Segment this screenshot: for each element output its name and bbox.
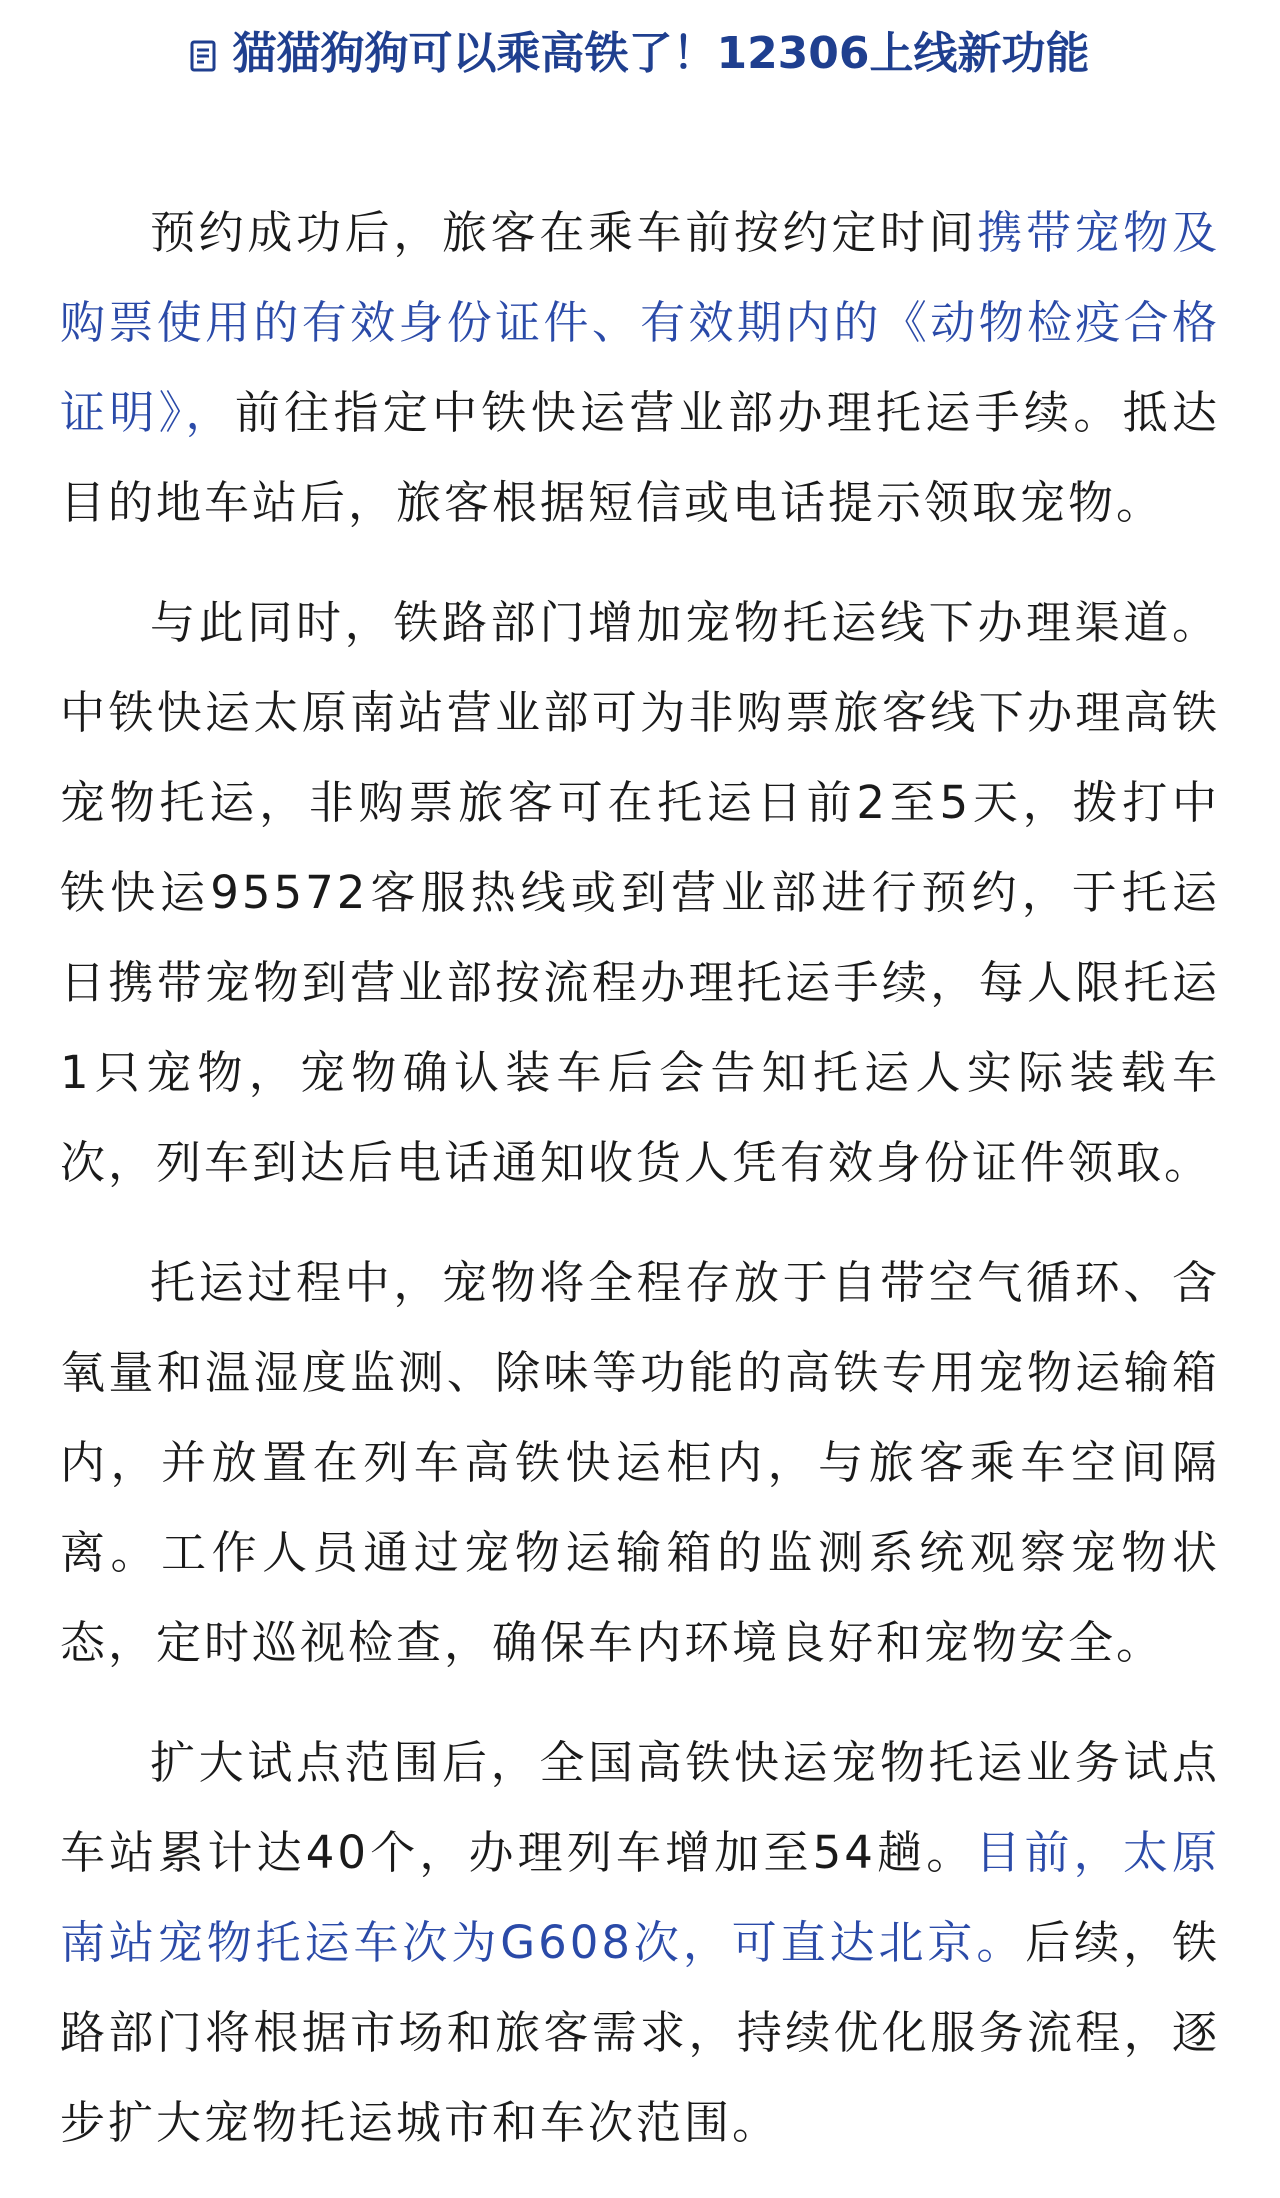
paragraph-text: 后续，铁路部门将根据市场和旅客需求，持续优化服务流程，逐步扩大宠物托运城市和车次范围。: [60, 1916, 1220, 2149]
paragraph-text: 扩大试点范围后，全国高铁快运宠物托运业务试点车站累计达40个，办理列车增加至54趟。: [60, 1736, 1220, 1879]
highlighted-text: 携带宠物及购票使用的有效身份证件、有效期内的《动物检疫合格证明》，: [60, 206, 1220, 439]
paragraph-text: 预约成功后，旅客在乘车前按约定时间: [150, 206, 978, 259]
paragraph-text: 前往指定中铁快运营业部办理托运手续。抵达目的地车站后，旅客根据短信或电话提示领取宠物。: [60, 386, 1220, 529]
paragraph-1: [60, 188, 1220, 548]
article-header: [0, 24, 1280, 84]
article-title: 猫猫狗狗可以乘高铁了！12306上线新功能: [232, 28, 1090, 79]
paragraph-text: 托运过程中，宠物将全程存放于自带空气循环、含氧量和温湿度监测、除味等功能的高铁专用宠物运输箱内，并放置在列车高铁快运柜内，与旅客乘车空间隔离。工作人员通过宠物运输箱的监测系统观察宠物状态，定时巡视检查，确保车内环境良好和宠物安全。: [60, 1256, 1220, 1669]
paragraph-4: [60, 1718, 1220, 2168]
paragraph-2: [60, 578, 1220, 1208]
paragraph-3: [60, 1238, 1220, 1688]
highlighted-text: 目前，太原南站宠物托运车次为G608次，可直达北京。: [60, 1826, 1220, 1969]
paragraph-text: 与此同时，铁路部门增加宠物托运线下办理渠道。中铁快运太原南站营业部可为非购票旅客线下办理高铁宠物托运，非购票旅客可在托运日前2至5天，拨打中铁快运95572客服热线或到营业部进行预约，于托运日携带宠物到营业部按流程办理托运手续，每人限托运1只宠物，宠物确认装车后会告知托运人实际装载车次，列车到达后电话通知收货人凭有效身份证件领取。: [60, 596, 1220, 1189]
document-icon: [190, 28, 216, 60]
article-body: [60, 188, 1220, 2198]
